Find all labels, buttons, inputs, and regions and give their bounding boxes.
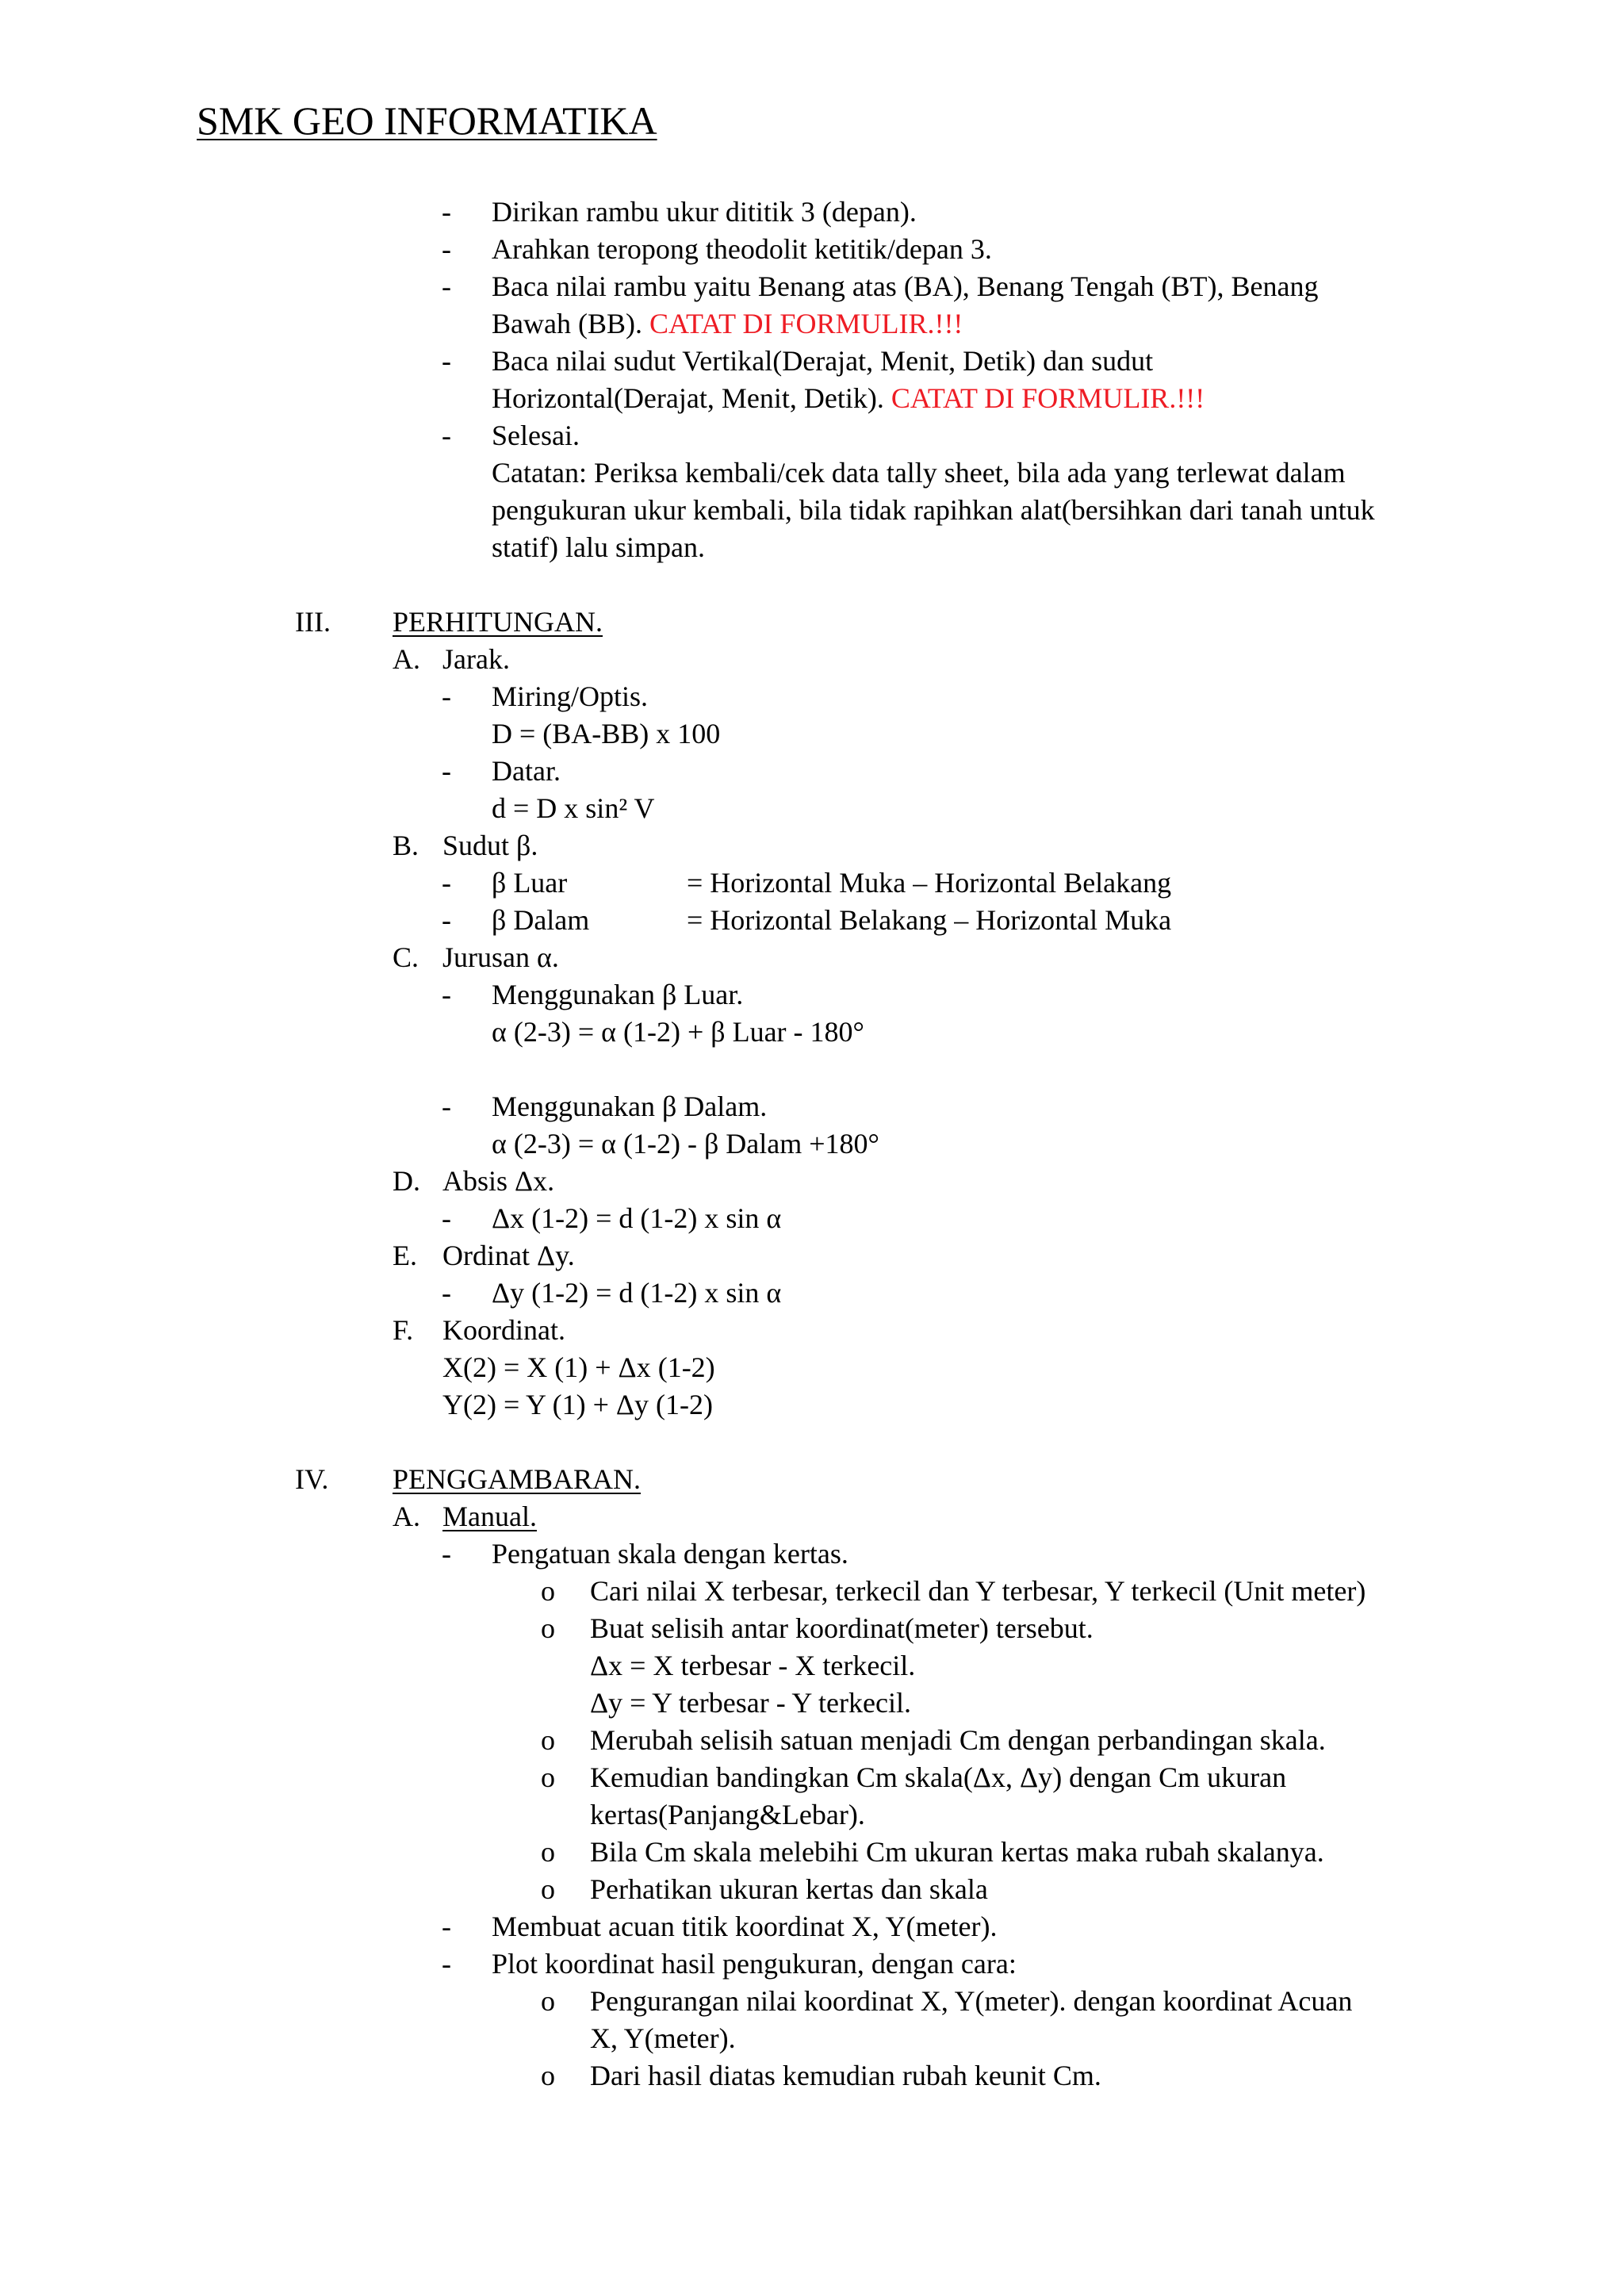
- bullet-dash: -: [442, 196, 451, 228]
- bullet-dash: -: [442, 270, 451, 302]
- note-text: pengukuran ukur kembali, bila tidak rapihkan alat(bersihkan dari tanah untuk: [492, 494, 1375, 526]
- list-item: - Datar.: [0, 753, 1624, 790]
- subsection-marker: A.: [393, 643, 420, 675]
- sub-list-item: o Pengurangan nilai koordinat X, Y(meter). dengan koordinat Acuan: [0, 1983, 1624, 2020]
- step-item-continuation: [0, 380, 1624, 417]
- formula-line: d = D x sin² V: [492, 792, 655, 824]
- list-item: - Menggunakan β Dalam.: [0, 1088, 1624, 1125]
- step-item: [0, 417, 1624, 454]
- sub-list-item: o Buat selisih antar koordinat(meter) tersebut.: [0, 1610, 1624, 1647]
- step-text: Arahkan teropong theodolit ketitik/depan 3.: [492, 233, 992, 265]
- subsection-marker: F.: [393, 1314, 414, 1346]
- section-title: PENGGAMBARAN.: [393, 1463, 642, 1495]
- subsection-title: Jarak.: [442, 643, 510, 675]
- step-item: [0, 194, 1624, 231]
- warning-text: CATAT DI FORMULIR.!!!: [891, 382, 1205, 414]
- sub-list-item: o Bila Cm skala melebihi Cm ukuran kertas maka rubah skalanya.: [0, 1834, 1624, 1871]
- subsection-title: Jurusan α.: [442, 941, 559, 973]
- step-item: [0, 231, 1624, 268]
- subsection-heading: [0, 1237, 1624, 1274]
- subsection-title: Absis Δx.: [442, 1165, 555, 1197]
- step-text: Bawah (BB). CATAT DI FORMULIR.!!!: [492, 308, 963, 339]
- warning-text: CATAT DI FORMULIR.!!!: [649, 308, 963, 339]
- subsection-title: Manual.: [442, 1501, 537, 1532]
- formula-line: D = (BA-BB) x 100: [492, 718, 721, 749]
- document-body: [0, 194, 1624, 2095]
- subsection-marker: D.: [393, 1165, 420, 1197]
- bullet-circle: o: [541, 1836, 555, 1868]
- note-text: Catatan: Periksa kembali/cek data tally sheet, bila ada yang terlewat dalam: [492, 457, 1346, 489]
- step-text: Dirikan rambu ukur dititik 3 (depan).: [492, 196, 917, 228]
- bullet-dash: -: [442, 904, 451, 936]
- subsection-title: Koordinat.: [442, 1314, 565, 1346]
- bullet-dash: -: [442, 1948, 451, 1980]
- bullet-circle: o: [541, 2060, 555, 2091]
- subsection-marker: A.: [393, 1501, 420, 1532]
- step-item: [0, 343, 1624, 380]
- subsection-marker: C.: [393, 941, 419, 973]
- sub-list-item-continuation: kertas(Panjang&Lebar).: [590, 1799, 865, 1830]
- note-text: statif) lalu simpan.: [492, 531, 705, 563]
- section-heading-perhitungan: [0, 604, 1624, 641]
- bullet-dash: -: [442, 867, 451, 899]
- sub-list-item: o Perhatikan ukuran kertas dan skala: [0, 1871, 1624, 1908]
- bullet-dash: -: [442, 755, 451, 787]
- spacer: [0, 1051, 1624, 1088]
- bullet-dash: -: [442, 233, 451, 265]
- sub-list-item: o Merubah selisih satuan menjadi Cm dengan perbandingan skala.: [0, 1722, 1624, 1759]
- step-text: Selesai.: [492, 420, 580, 451]
- bullet-circle: o: [541, 1985, 555, 2017]
- bullet-dash: -: [442, 1202, 451, 1234]
- formula-line: X(2) = X (1) + Δx (1-2): [442, 1351, 715, 1383]
- list-item: - β Dalam = Horizontal Belakang – Horizontal Muka: [0, 902, 1624, 939]
- bullet-circle: o: [541, 1761, 555, 1793]
- subsection-heading: [0, 641, 1624, 678]
- formula-line: α (2-3) = α (1-2) - β Dalam +180°: [492, 1128, 879, 1159]
- formula-line: Δx = X terbesar - X terkecil.: [590, 1650, 916, 1681]
- step-text: Baca nilai sudut Vertikal(Derajat, Menit, Detik) dan sudut: [492, 345, 1154, 377]
- subsection-heading: [0, 1163, 1624, 1200]
- formula-line: α (2-3) = α (1-2) + β Luar - 180°: [492, 1016, 864, 1048]
- subsection-heading: [0, 1312, 1624, 1349]
- subsection-heading: [0, 827, 1624, 864]
- list-item: - Δy (1-2) = d (1-2) x sin α: [0, 1274, 1624, 1312]
- subsection-title: Ordinat Δy.: [442, 1240, 575, 1271]
- bullet-dash: -: [442, 1277, 451, 1309]
- subsection-heading: [0, 939, 1624, 976]
- formula-line: Δy = Y terbesar - Y terkecil.: [590, 1687, 911, 1719]
- subsection-marker: B.: [393, 830, 419, 861]
- step-item-continuation: [0, 305, 1624, 343]
- list-item: - Δx (1-2) = d (1-2) x sin α: [0, 1200, 1624, 1237]
- step-item: [0, 268, 1624, 305]
- sub-list-item-continuation: X, Y(meter).: [590, 2022, 736, 2054]
- step-text: Baca nilai rambu yaitu Benang atas (BA), Benang Tengah (BT), Benang: [492, 270, 1319, 302]
- step-text: Horizontal(Derajat, Menit, Detik). CATAT DI FORMULIR.!!!: [492, 382, 1205, 414]
- section-title: PERHITUNGAN.: [393, 606, 603, 638]
- section-number: IV.: [295, 1463, 329, 1495]
- bullet-dash: -: [442, 1911, 451, 1942]
- list-item: - β Luar = Horizontal Muka – Horizontal Belakang: [0, 864, 1624, 902]
- sub-list-item: o Cari nilai X terbesar, terkecil dan Y terbesar, Y terkecil (Unit meter): [0, 1573, 1624, 1610]
- subsection-heading: [0, 1498, 1624, 1535]
- bullet-circle: o: [541, 1724, 555, 1756]
- sub-list-item: o Dari hasil diatas kemudian rubah keunit Cm.: [0, 2057, 1624, 2095]
- subsection-marker: E.: [393, 1240, 417, 1271]
- bullet-circle: o: [541, 1575, 555, 1607]
- bullet-dash: -: [442, 979, 451, 1010]
- spacer: [0, 1424, 1624, 1461]
- bullet-dash: -: [442, 420, 451, 451]
- formula-line: Y(2) = Y (1) + Δy (1-2): [442, 1389, 713, 1420]
- list-item: - Pengatuan skala dengan kertas.: [0, 1535, 1624, 1573]
- list-item: - Miring/Optis.: [0, 678, 1624, 715]
- spacer: [0, 566, 1624, 604]
- list-item: - Plot koordinat hasil pengukuran, dengan cara:: [0, 1945, 1624, 1983]
- list-item: - Menggunakan β Luar.: [0, 976, 1624, 1014]
- bullet-circle: o: [541, 1873, 555, 1905]
- page-header-title: SMK GEO INFORMATIKA: [197, 98, 657, 143]
- bullet-dash: -: [442, 1538, 451, 1570]
- bullet-dash: -: [442, 345, 451, 377]
- sub-list-item: o Kemudian bandingkan Cm skala(Δx, Δy) dengan Cm ukuran: [0, 1759, 1624, 1796]
- list-item: - Membuat acuan titik koordinat X, Y(meter).: [0, 1908, 1624, 1945]
- bullet-dash: -: [442, 1091, 451, 1122]
- subsection-title: Sudut β.: [442, 830, 538, 861]
- bullet-dash: -: [442, 680, 451, 712]
- section-number: III.: [295, 606, 331, 638]
- section-heading-penggambaran: [0, 1461, 1624, 1498]
- bullet-circle: o: [541, 1612, 555, 1644]
